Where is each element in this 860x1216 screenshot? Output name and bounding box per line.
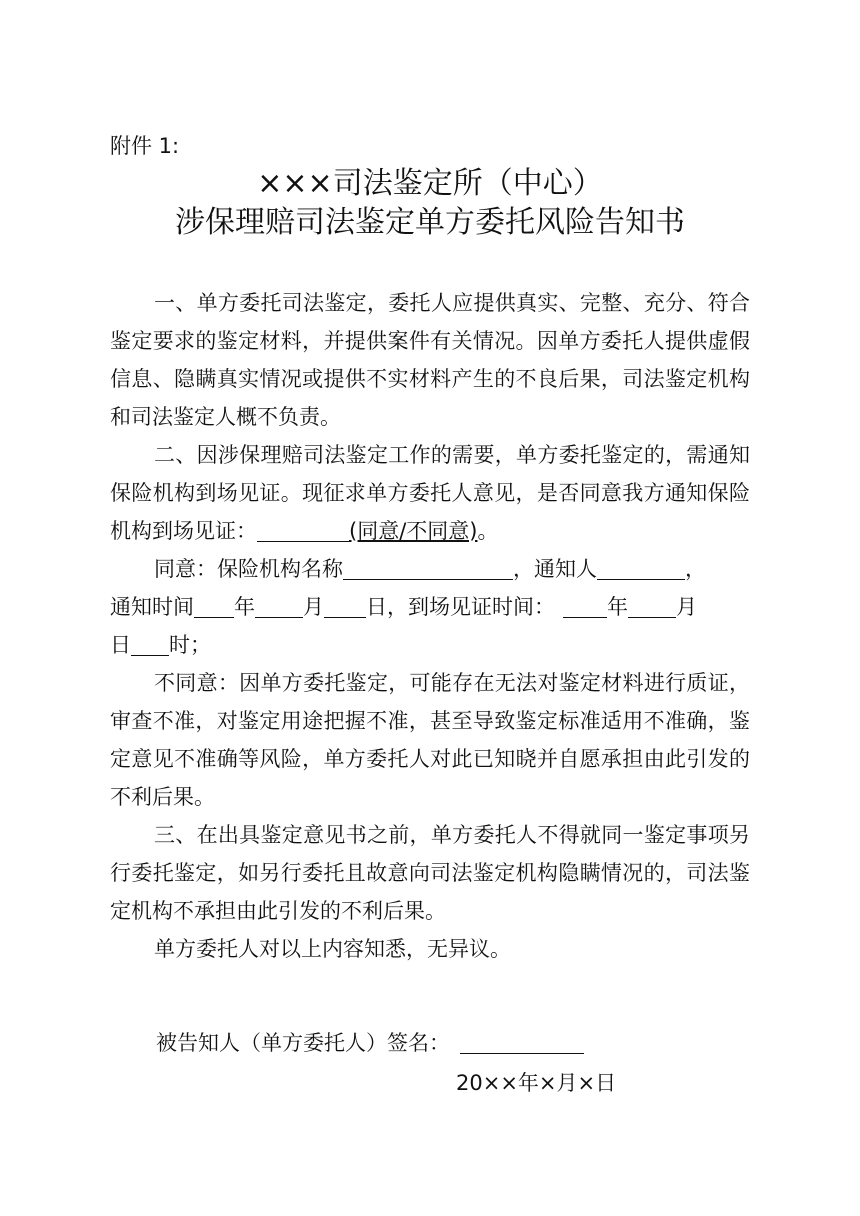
onsite-day-line xyxy=(110,626,750,664)
onsite-day-unit: 日 xyxy=(110,633,131,657)
paragraph-two-end: 。 xyxy=(477,519,499,543)
consent-label: 同意：保险机构名称 xyxy=(154,557,343,581)
consent-options: (同意/不同意) xyxy=(349,519,478,543)
consent-choice-blank[interactable] xyxy=(257,519,349,542)
acknowledgement: 单方委托人对以上内容知悉，无异议。 xyxy=(154,937,511,961)
paragraph-one: 一、单方委托司法鉴定，委托人应提供真实、完整、充分、符合鉴定要求的鉴定材料，并提供案件有关情况。因单方委托人提供虚假信息、隐瞒真实情况或提供不实材料产生的不良后果，司法鉴定机构和司法鉴定人概不负责。 xyxy=(110,291,750,429)
paragraph-disagree: 不同意：因单方委托鉴定，可能存在无法对鉴定材料进行质证，审查不准，对鉴定用途把握不准，甚至导致鉴定标准适用不准确，鉴定意见不准确等风险，单方委托人对此已知晓并自愿承担由此引发的不利后果。 xyxy=(110,671,750,809)
paragraph-two-text: 二、因涉保理赔司法鉴定工作的需要，单方委托鉴定的，需通知保险机构到场见证。现征求单方委托人意见，是否同意我方通知保险机构到场见证： xyxy=(110,443,750,543)
signature-label: 被告知人（单方委托人）签名： xyxy=(156,1031,450,1055)
onsite-month-blank[interactable] xyxy=(628,595,676,618)
title-notice: 涉保理赔司法鉴定单方委托风险告知书 xyxy=(175,205,685,240)
notify-time-line xyxy=(110,588,750,626)
notify-day-blank[interactable] xyxy=(324,595,366,618)
paragraph-two xyxy=(110,436,750,550)
notice-body xyxy=(110,284,750,968)
attachment-label: 附件 1: xyxy=(110,134,180,158)
notify-month-unit: 月 xyxy=(303,595,324,619)
onsite-year-blank[interactable] xyxy=(563,595,607,618)
onsite-year-unit: 年 xyxy=(607,595,628,619)
onsite-month-unit: 月 xyxy=(676,595,697,619)
onsite-hour-unit: 时； xyxy=(169,633,211,657)
onsite-day-blank[interactable] xyxy=(131,633,169,656)
notify-year-unit: 年 xyxy=(234,595,255,619)
consent-comma: ， xyxy=(685,557,706,581)
signature-date: 20××年×月×日 xyxy=(456,1071,617,1095)
consent-line xyxy=(110,550,750,588)
signature-line xyxy=(156,1028,584,1058)
onsite-time-label: 日，到场见证时间： xyxy=(366,595,555,619)
notify-month-blank[interactable] xyxy=(255,595,303,618)
notifier-blank[interactable] xyxy=(597,557,685,580)
title-institution: ×××司法鉴定所（中心） xyxy=(257,166,603,201)
notify-year-blank[interactable] xyxy=(194,595,234,618)
paragraph-three: 三、在出具鉴定意见书之前，单方委托人不得就同一鉴定事项另行委托鉴定，如另行委托且故意向司法鉴定机构隐瞒情况的，司法鉴定机构不承担由此引发的不利后果。 xyxy=(110,823,750,923)
notifier-label: ，通知人 xyxy=(513,557,597,581)
signature-blank[interactable] xyxy=(460,1031,584,1054)
insurer-name-blank[interactable] xyxy=(343,557,513,580)
notify-time-label: 通知时间 xyxy=(110,595,194,619)
